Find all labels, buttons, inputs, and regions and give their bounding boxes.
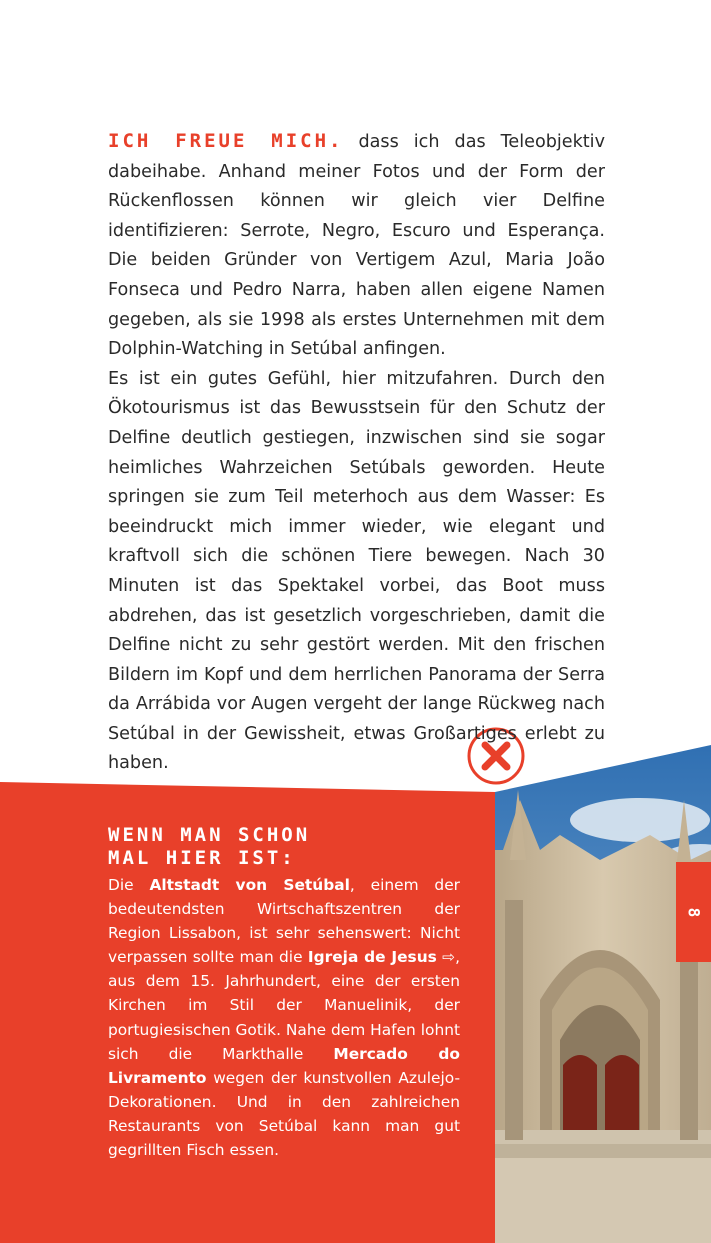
info-text-a: Die xyxy=(108,876,150,894)
paragraph-2: Es ist ein gutes Gefühl, hier mitzufahren. Durch den Ökotourismus ist das Bewusstsein für den Schutz der Delfine deutlich gestiegen, inzwischen sind sie sogar heimliches Wahrzeichen Setúbals geworden. Heute springen sie zum Teil meterhoch aus dem Wasser: Es beeindruckt mich immer wieder, wie elegant und kraftvoll sich die schönen Tiere bewegen. Nach 30 Minuten ist das Spektakel vorbei, das Boot muss abdrehen, das ist gesetzlich vorgeschrieben, damit die Delfine nicht zu sehr gestört werden. Mit den frischen Bildern im Kopf und dem herrlichen Panorama der Serra da Arrábida vor Augen vergeht der lange Rückweg nach Setúbal in der Gewissheit, etwas Großartiges erlebt zu haben. xyxy=(108,368,605,774)
lead-in: ICH FREUE MICH. xyxy=(108,130,344,152)
altstadt-link: Altstadt von Setúbal xyxy=(149,876,350,894)
mercado-link: Mercado do Livramento xyxy=(108,1044,460,1087)
article-body xyxy=(108,127,605,779)
info-text-c: , aus dem 15. Jahrhundert, eine der ersten Kirchen im Stil der Manuelinik, der portugiesischen Gotik. Nahe dem Hafen lohnt sich die Markthalle xyxy=(108,948,460,1063)
page-number-tab xyxy=(676,862,711,962)
info-box-title-line1: WENN MAN SCHON xyxy=(108,824,311,846)
info-text-d: wegen der kunstvollen Azulejo-Dekorationen. Und in den zahlreichen Restaurants von Setúbal kann man gut gegrillten Fisch essen. xyxy=(108,1068,460,1160)
info-box xyxy=(108,824,460,1162)
info-box-text xyxy=(108,873,460,1162)
paragraph-1 xyxy=(108,127,605,365)
igreja-link: Igreja de Jesus xyxy=(307,948,437,967)
info-text-b: , einem der bedeutendsten Wirtschaftszentren der Region Lissabon, ist sehr sehenswert: Nicht verpassen sollte man die xyxy=(108,876,460,967)
info-box-title xyxy=(108,824,460,870)
page-number: 8 xyxy=(683,907,703,917)
info-box-title-line2: MAL HIER IST: xyxy=(108,847,296,869)
paragraph-1-text: dass ich das Teleobjektiv dabeihabe. Anhand meiner Fotos und der Form der Rückenflossen können wir gleich vier Delfine identifizieren: Serrote, Negro, Escuro und Esperança. Die beiden Gründer von Vertigem Azul, Maria João Fonseca und Pedro Narra, haben allen eigene Namen gegeben, als sie 1998 als erstes Unternehmen mit dem Dolphin-Watching in Setúbal anfingen. xyxy=(108,132,605,360)
reference-arrow-icon: ⇨ xyxy=(442,948,456,967)
